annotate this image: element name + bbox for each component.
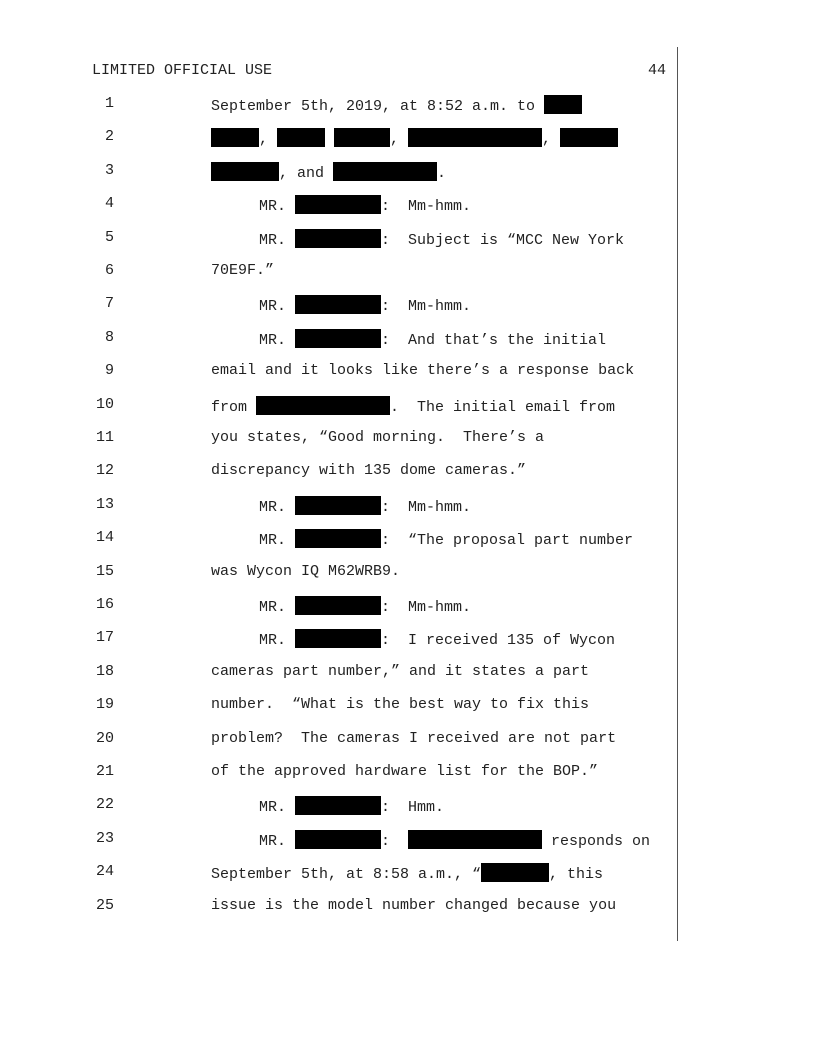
redaction-box <box>481 863 549 882</box>
line-text <box>211 262 274 279</box>
line-text-segment: cameras part number,” and it states a part <box>211 662 590 680</box>
line-text <box>259 329 606 349</box>
line-number: 16 <box>95 596 114 613</box>
redaction-box <box>295 830 381 849</box>
line-text-segment: : I received 135 of Wycon <box>381 632 616 650</box>
line-text <box>259 596 471 616</box>
redaction-box <box>295 496 381 515</box>
line-text <box>259 295 471 315</box>
line-text-segment: . The initial email from <box>390 398 616 416</box>
redaction-box <box>334 128 390 147</box>
redaction-box <box>408 830 542 849</box>
line-text-segment: discrepancy with 135 dome cameras.” <box>211 462 527 480</box>
line-text <box>211 696 589 713</box>
page-number: 44 <box>648 62 667 79</box>
redaction-box <box>277 128 325 147</box>
line-text-segment: , this <box>549 866 604 884</box>
transcript-line <box>0 128 680 148</box>
line-text <box>211 396 615 416</box>
line-text-segment: , <box>390 131 409 149</box>
line-text-segment: MR. <box>259 532 296 550</box>
transcript-line <box>0 696 680 716</box>
transcript-line <box>0 863 680 883</box>
redaction-box <box>211 162 279 181</box>
transcript-line <box>0 796 680 816</box>
line-text <box>211 897 616 914</box>
line-number: 7 <box>104 295 114 313</box>
line-text <box>259 529 633 549</box>
line-text <box>211 162 446 182</box>
redaction-box <box>408 128 542 147</box>
line-text <box>211 462 526 479</box>
redaction-box <box>211 128 259 147</box>
line-text-segment: was Wycon IQ M62WRB9. <box>211 562 401 580</box>
line-number: 11 <box>95 429 114 446</box>
line-text-segment: , and <box>279 164 334 182</box>
line-text-segment: MR. <box>259 298 296 316</box>
line-text <box>211 563 400 580</box>
transcript-line <box>0 162 680 182</box>
line-text-segment: MR. <box>259 231 296 249</box>
line-text-segment: from <box>211 398 257 416</box>
line-text <box>211 95 582 115</box>
line-text-segment: : <box>381 832 409 850</box>
transcript-line <box>0 295 680 315</box>
line-number: 17 <box>95 629 114 647</box>
line-text-segment: 70E9F.” <box>211 262 275 279</box>
line-text-segment: MR. <box>259 599 296 616</box>
line-number: 9 <box>104 362 114 380</box>
line-text-segment: MR. <box>259 799 296 817</box>
transcript-line <box>0 830 680 850</box>
line-text-segment: : Mm-hmm. <box>381 198 472 216</box>
line-number: 2 <box>104 128 114 146</box>
line-text-segment: issue is the model number changed because you <box>211 896 617 914</box>
line-number: 13 <box>95 495 114 513</box>
line-text-segment: MR. <box>259 331 296 349</box>
line-text-segment: : Hmm. <box>381 799 445 817</box>
line-number: 21 <box>95 763 114 780</box>
line-text <box>211 429 544 446</box>
line-text-segment: MR. <box>259 498 296 516</box>
line-text <box>211 730 616 747</box>
redaction-box <box>295 229 381 248</box>
line-text-segment: MR. <box>259 198 296 216</box>
line-text-segment: : And that’s the initial <box>381 331 607 349</box>
page-header-classification: LIMITED OFFICIAL USE <box>92 62 273 79</box>
redaction-box <box>256 396 390 415</box>
transcript-line <box>0 195 680 215</box>
line-number: 10 <box>95 395 114 413</box>
redaction-box <box>295 329 381 348</box>
line-text-segment: email and it looks like there’s a response back <box>211 362 635 380</box>
transcript-line <box>0 329 680 349</box>
transcript-line <box>0 429 680 449</box>
line-text <box>259 229 624 249</box>
redaction-box <box>295 195 381 214</box>
transcript-line <box>0 496 680 516</box>
line-text-segment: , <box>542 131 561 149</box>
line-number: 24 <box>95 863 114 881</box>
line-text-segment: : “The proposal part number <box>381 532 634 550</box>
line-number: 12 <box>95 462 114 480</box>
line-number: 22 <box>95 796 114 814</box>
transcript-line <box>0 763 680 783</box>
line-text-segment: responds on <box>542 832 651 850</box>
line-text-segment: MR. <box>259 632 296 650</box>
transcript-line <box>0 362 680 382</box>
transcript-line <box>0 529 680 549</box>
line-text-segment: September 5th, at 8:58 a.m., “ <box>211 866 482 884</box>
transcript-line <box>0 95 680 115</box>
redaction-box <box>295 529 381 548</box>
line-text-segment: MR. <box>259 832 296 850</box>
line-text <box>259 796 444 816</box>
redaction-box <box>333 162 437 181</box>
line-text-segment: , <box>259 131 278 149</box>
line-text <box>211 763 598 780</box>
line-number: 8 <box>104 328 114 346</box>
redaction-box <box>544 95 582 114</box>
line-number: 4 <box>104 195 114 213</box>
line-text <box>259 830 650 850</box>
line-number: 18 <box>95 662 114 680</box>
line-text-segment: : Mm-hmm. <box>381 298 472 316</box>
line-number: 25 <box>95 896 114 914</box>
line-text-segment: you states, “Good morning. There’s a <box>211 429 545 446</box>
transcript-line <box>0 229 680 249</box>
transcript-line <box>0 396 680 416</box>
line-text <box>259 195 471 215</box>
line-text <box>211 863 603 883</box>
transcript-line <box>0 629 680 649</box>
line-text <box>259 629 615 649</box>
redaction-box <box>295 596 381 615</box>
line-number: 23 <box>95 829 114 847</box>
line-number: 14 <box>95 529 114 547</box>
line-text-segment <box>325 131 334 148</box>
line-text-segment: problem? The cameras I received are not part <box>211 729 617 747</box>
line-text <box>259 496 471 516</box>
redaction-box <box>560 128 618 147</box>
line-text-segment: number. “What is the best way to fix this <box>211 696 590 714</box>
redaction-box <box>295 629 381 648</box>
transcript-line <box>0 897 680 917</box>
redaction-box <box>295 796 381 815</box>
line-number: 5 <box>104 228 114 246</box>
line-number: 15 <box>95 562 114 580</box>
transcript-line <box>0 462 680 482</box>
line-text-segment: : Mm-hmm. <box>381 599 472 616</box>
line-text <box>211 663 589 680</box>
line-text-segment: : Subject is “MCC New York <box>381 231 625 249</box>
line-text <box>211 362 634 379</box>
transcript-line <box>0 563 680 583</box>
line-number: 20 <box>95 729 114 747</box>
line-number: 6 <box>104 262 114 279</box>
line-text <box>211 128 618 148</box>
line-text-segment: . <box>437 164 447 182</box>
line-text-segment: : Mm-hmm. <box>381 498 472 516</box>
line-text-segment: September 5th, 2019, at 8:52 a.m. to <box>211 98 545 115</box>
redaction-box <box>295 295 381 314</box>
transcript-line <box>0 730 680 750</box>
line-number: 19 <box>95 696 114 714</box>
line-number: 1 <box>104 95 114 112</box>
line-number: 3 <box>104 161 114 179</box>
transcript-line <box>0 596 680 616</box>
line-text-segment: of the approved hardware list for the BOP.” <box>211 763 599 780</box>
transcript-line <box>0 663 680 683</box>
transcript-line <box>0 262 680 282</box>
